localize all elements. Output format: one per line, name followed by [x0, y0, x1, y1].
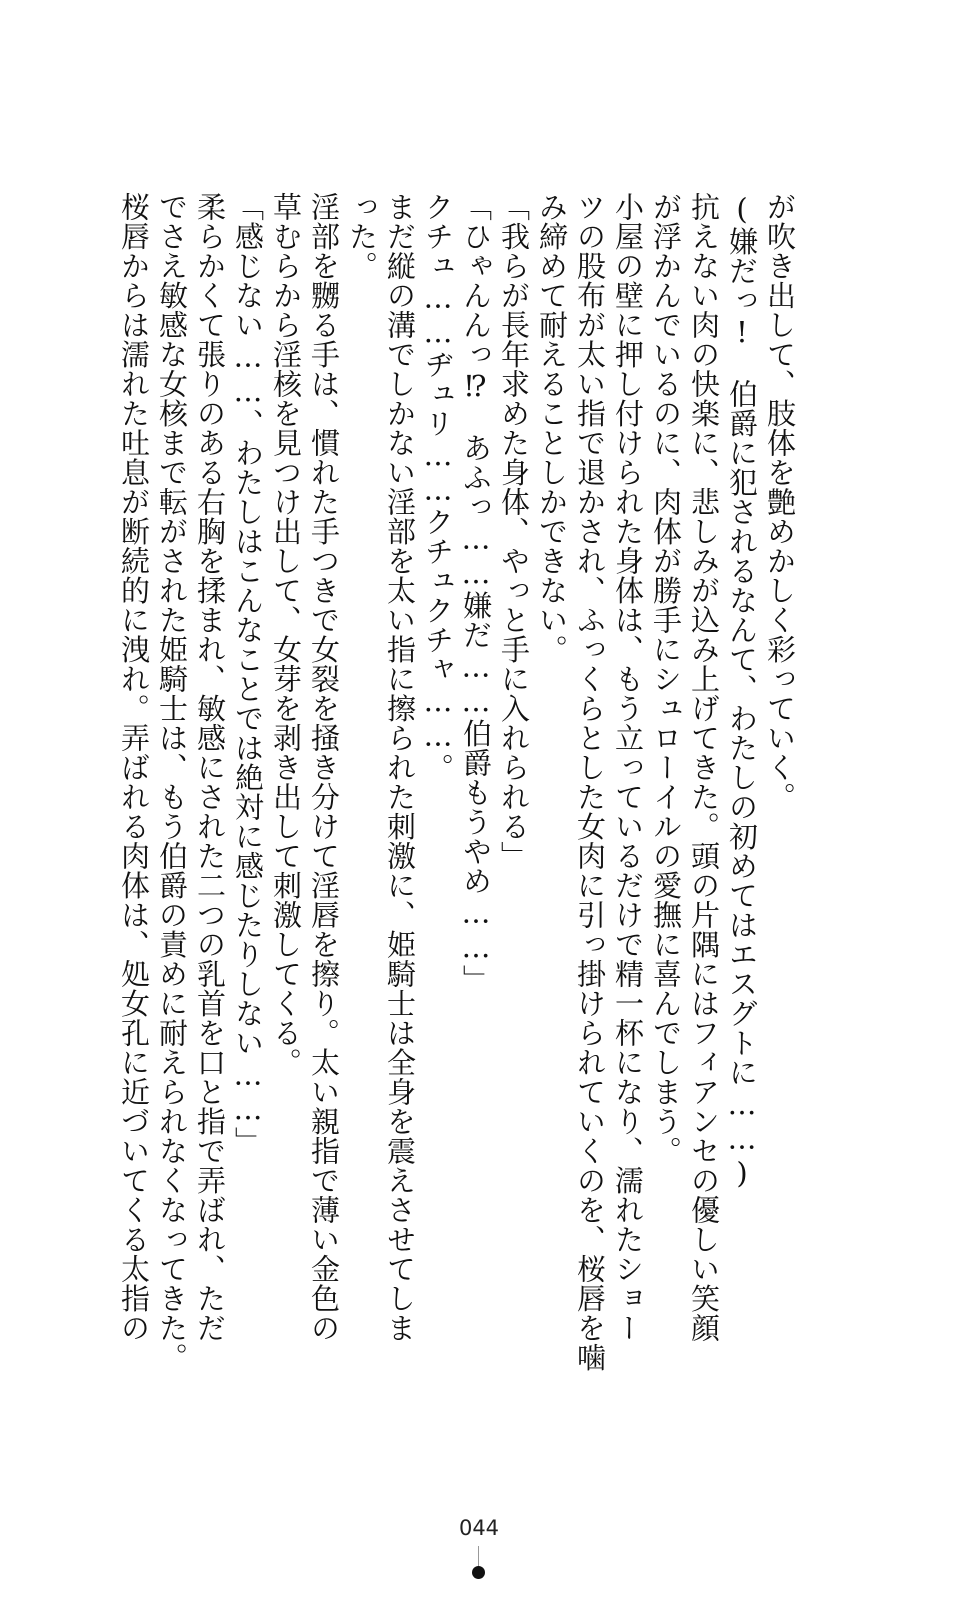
text-line-15: 「感じない……、わたしはこんなことでは絶対に感じたりしない……」: [231, 192, 265, 1156]
text-line-14: 草むらから淫核を見つけ出して、女芽を剥き出して刺激してくる。: [269, 192, 303, 1077]
text-line-5: 小屋の壁に押し付けられた身体は、もう立っているだけで精一杯になり、濡れたショー: [611, 192, 645, 1343]
text-line-13: 淫部を嬲る手は、慣れた手つきで女裂を掻き分けて淫唇を擦り。太い親指で薄い金色の: [307, 192, 341, 1343]
text-line-2: (嫌だっ! 伯爵に犯されるなんて、わたしの初めてはエスグトに……): [725, 192, 759, 1191]
text-line-11: まだ縦の溝でしかない淫部を太い指に擦られた刺激に、姫騎士は全身を震えさせてしま: [383, 192, 417, 1343]
page-marker-dot: [472, 1566, 485, 1579]
text-line-3: 抗えない肉の快楽に、悲しみが込み上げてきた。頭の片隅にはフィアンセの優しい笑顔: [687, 192, 721, 1343]
text-line-4: が浮かんでいるのに、肉体が勝手にシュローイルの愛撫に喜んでしまう。: [649, 192, 683, 1166]
page-number: 044: [458, 1516, 500, 1540]
text-line-12: った。: [345, 192, 379, 281]
text-line-17: でさえ敏感な女核まで転がされた姫騎士は、もう伯爵の責めに耐えられなくなってきた。: [155, 192, 189, 1372]
text-line-10: クチュ……ヂュリ……クチュクチャ……。: [421, 192, 455, 783]
text-line-7: み締めて耐えることしかできない。: [535, 192, 569, 664]
text-line-6: ツの股布が太い指で退かされ、ふっくらとした女肉に引っ掛けられていくのを、桜唇を噛: [573, 192, 607, 1372]
text-line-9: 「ひゃんんっ⁉ あふっ……嫌だ……伯爵もうやめ……」: [459, 192, 493, 994]
text-line-18: 桜唇からは濡れた吐息が断続的に洩れ。弄ばれる肉体は、処女孔に近づいてくる太指の: [117, 192, 151, 1343]
text-line-8: 「我らが長年求めた身体、やっと手に入れられる」: [497, 192, 531, 871]
text-line-1: が吹き出して、肢体を艶めかしく彩っていく。: [763, 192, 797, 812]
text-line-16: 柔らかくて張りのある右胸を揉まれ、敏感にされた二つの乳首を口と指で弄ばれ、ただ: [193, 192, 227, 1343]
